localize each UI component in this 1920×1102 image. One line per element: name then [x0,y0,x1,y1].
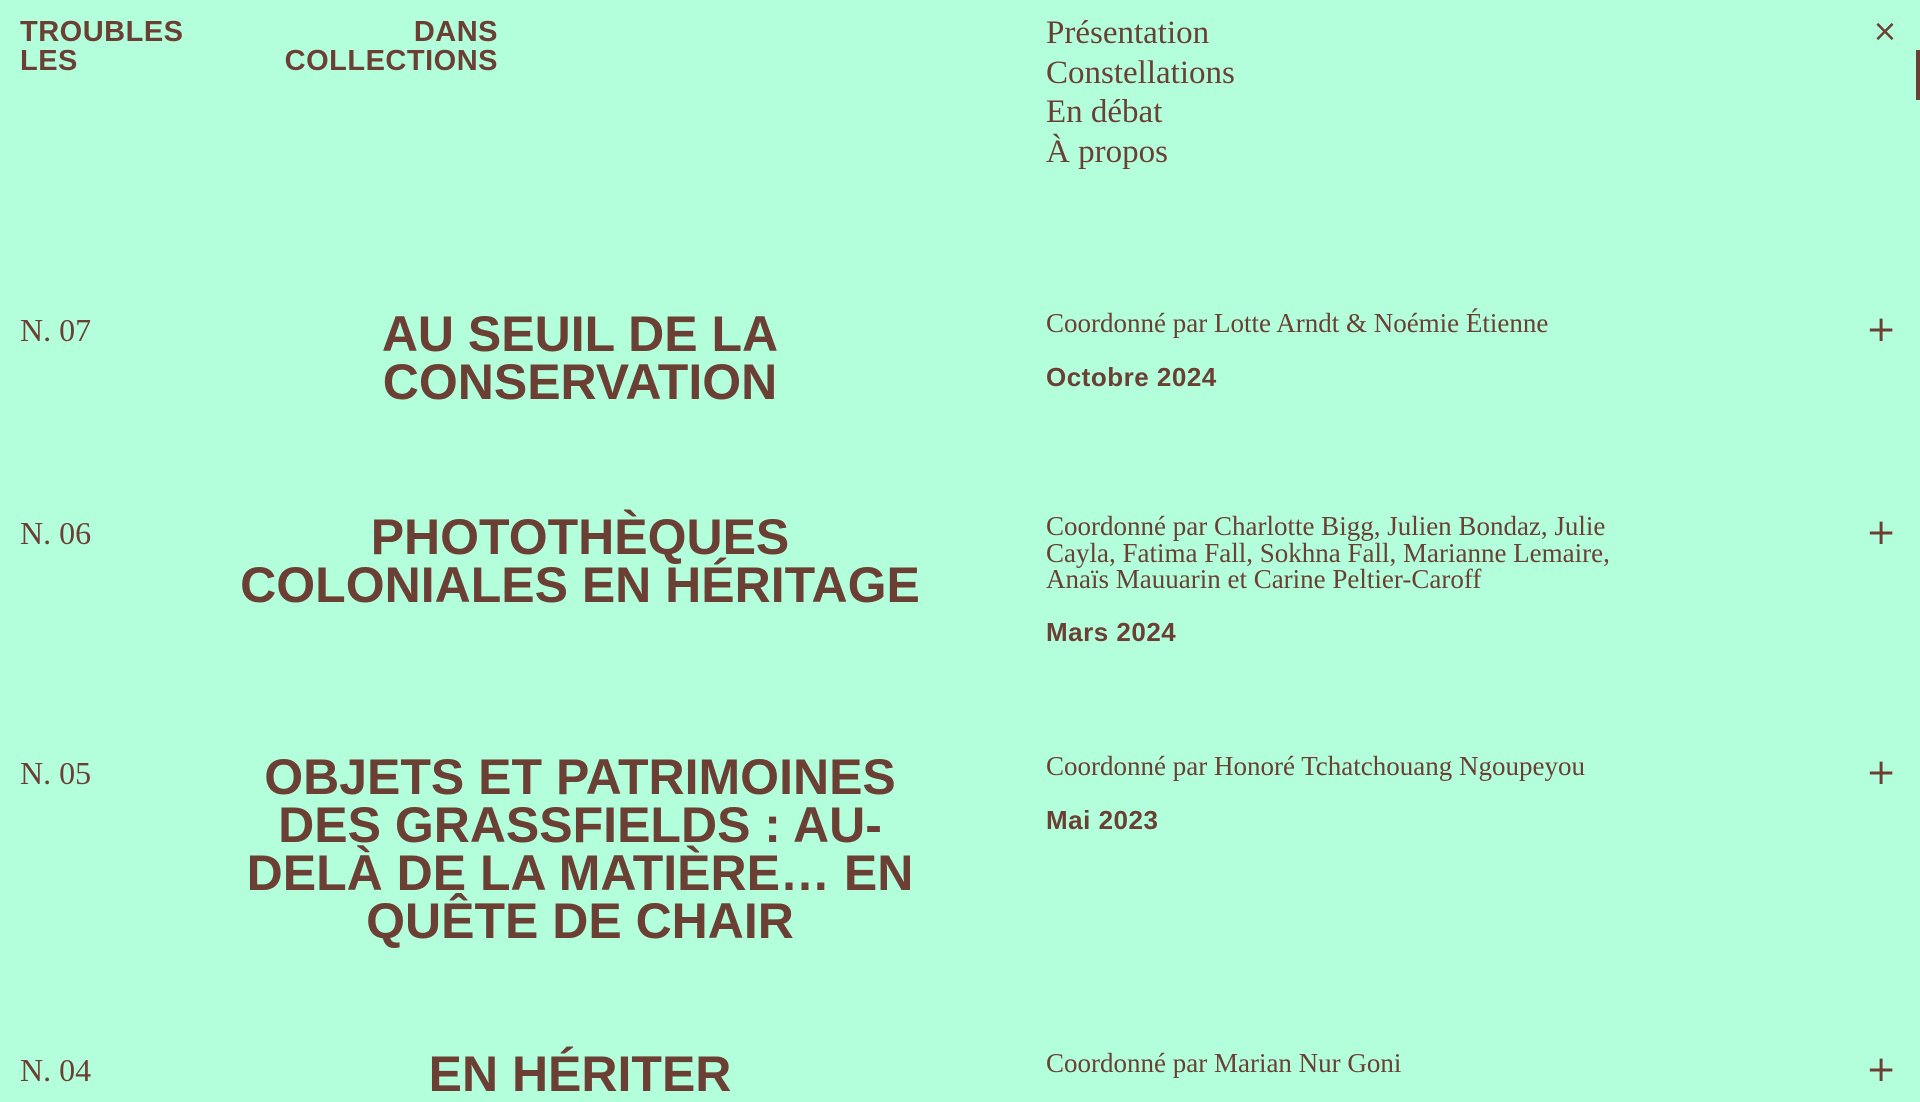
issue-title[interactable]: PHOTOTHÈQUES COLONIALES EN HÉRITAGE [240,509,920,613]
logo-word-dans: DANS [413,16,498,48]
issue-coordinators: Coordonné par Marian Nur Goni [1046,1048,1402,1078]
logo-word-collections: COLLECTIONS [284,45,498,77]
logo-word-troubles: TROUBLES [20,16,184,48]
issue-title[interactable]: OBJETS ET PATRIMOINES DES GRASSFIELDS : AU-DELÀ DE LA MATIÈRE… EN QUÊTE DE CHAIR [246,749,914,949]
close-icon[interactable]: × [1872,14,1898,49]
issue-number: N. 06 [20,515,92,551]
nav-item-constellations[interactable]: Constellations [1046,54,1235,91]
logo-word-les: LES [20,45,78,77]
issue-date: Mai 2023 [1046,805,1159,835]
main-nav [1046,14,1235,172]
issue-title[interactable]: AU SEUIL DE LA CONSERVATION [381,306,779,410]
site-logo[interactable] [20,18,498,76]
issue-number: N. 07 [20,312,92,348]
issue-coordinators: Coordonné par Lotte Arndt & Noémie Étienne [1046,308,1549,338]
expand-plus-icon[interactable]: + [1866,1049,1897,1090]
issue-title[interactable]: EN HÉRITER [428,1046,732,1102]
issue-number: N. 05 [20,755,92,791]
scrollbar-thumb[interactable] [1916,50,1920,100]
nav-item-presentation[interactable]: Présentation [1046,15,1210,51]
issue-date: Mars 2024 [1046,617,1177,647]
nav-item-en-debat[interactable]: En débat [1046,94,1163,130]
issue-date: Octobre 2024 [1046,362,1217,392]
issue-number: N. 04 [20,1052,92,1088]
expand-plus-icon[interactable]: + [1866,752,1897,793]
expand-plus-icon[interactable]: + [1866,309,1897,350]
expand-plus-icon[interactable]: + [1866,512,1897,553]
issue-coordinators: Coordonné par Charlotte Bigg, Julien Bondaz, Julie Cayla, Fatima Fall, Sokhna Fall, Marianne Lemaire, Anaïs Mauuarin et Carine Peltier-Caroff [1046,511,1610,594]
issue-coordinators: Coordonné par Honoré Tchatchouang Ngoupeyou [1046,751,1585,781]
nav-item-a-propos[interactable]: À propos [1046,133,1168,170]
